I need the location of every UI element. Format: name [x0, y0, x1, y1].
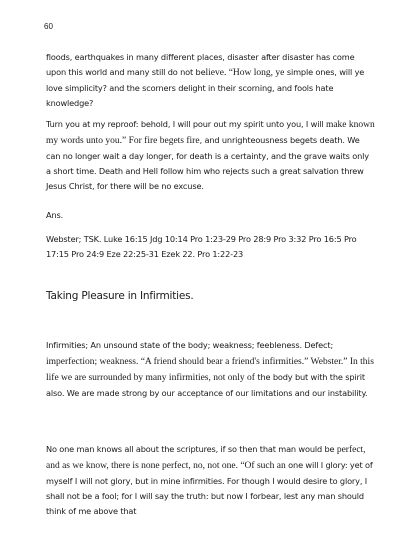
page-number: 60	[44, 22, 53, 31]
text-run: one will I glory: yet of myself I will not glory, but in mine infirmities. For though I would desire to glory, I shall not be a fool; for I will say the truth: but now I forbear, lest any man should think of me above that	[46, 460, 373, 516]
text-run-quote: lieve. “How long, ye	[205, 68, 285, 78]
paragraph-reproof	[46, 117, 376, 194]
text-run: , and unrighteousness begets death. We can no longer wait a day longer, for death is a certainty, and the grave waits only a short time. Death and Hell follow him who rejects such a great salvation threw Jesus Christ, for there will be no excuse.	[46, 135, 369, 191]
text-run: Turn you at my reproof: behold, I will pour out my spirit unto you, I will	[46, 119, 324, 129]
text-run: floods, earthquakes in many different places, disaster after disaster has come upon this world and many still do not be	[46, 52, 355, 77]
text-run-quote: make known my words unto you.” For fire begets fire	[46, 120, 375, 146]
text-run-quote: imperfection; weakness. “A friend should bear a friend's infirmities.” Webster.” In this life we are surrounded by many infirmities, not only of	[46, 357, 374, 383]
section-heading: Taking Pleasure in Infirmities.	[46, 290, 194, 302]
paragraph-floods	[46, 50, 376, 111]
text-run: No one man knows all about the scriptures, if so then that man would be	[46, 444, 335, 454]
paragraph-scriptures	[46, 442, 376, 519]
text-run: simple ones, will ye love simplicity? and the scorners delight in their scorning, and fools hate knowledge?	[46, 67, 365, 108]
text-run: the body but with the spirit also. We are made strong by our acceptance of our limitations and our instability.	[46, 372, 368, 398]
paragraph-infirmities	[46, 338, 376, 401]
paragraph-ans: Ans.	[46, 210, 64, 220]
text-run: Infirmities; An unsound state of the body; weakness; feebleness. Defect;	[46, 340, 334, 350]
text-run-quote: perfect, and as we know, there is none perfect, no, not one. “Of such an	[46, 445, 366, 471]
paragraph-references: Webster; TSK. Luke 16:15 Jdg 10:14 Pro 1:23-29 Pro 28:9 Pro 3:32 Pro 16:5 Pro 17:15 Pro 24:9 Eze 22:25-31 Ezek 22. Pro 1:22-23	[46, 234, 357, 259]
